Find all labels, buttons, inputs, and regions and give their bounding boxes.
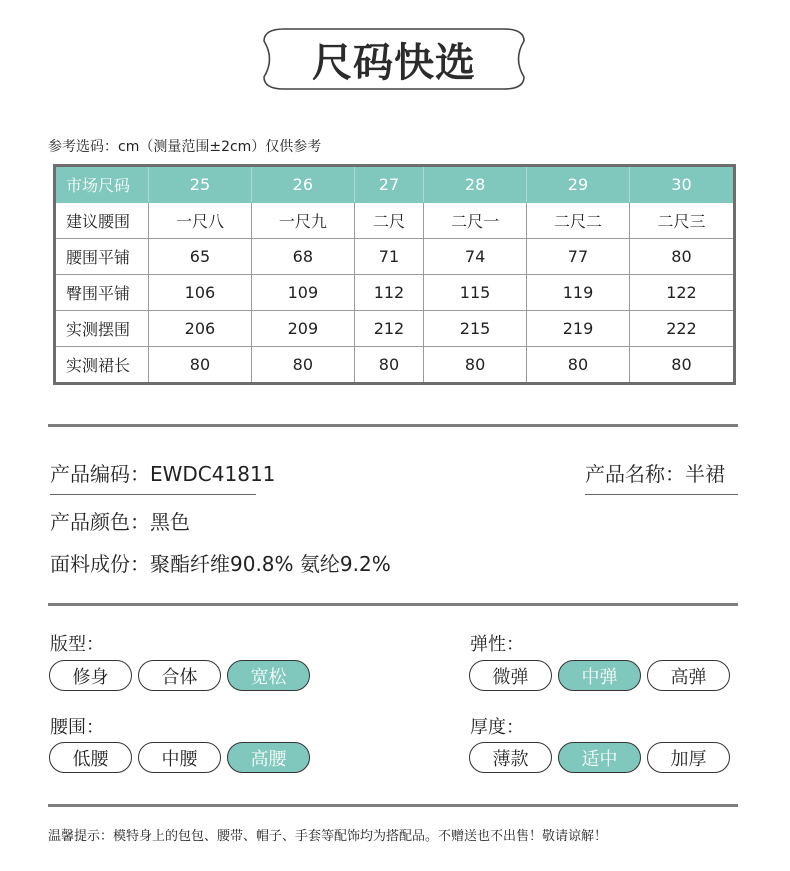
waist-option-mid: 中腰: [138, 742, 221, 773]
table-cell: 112: [354, 275, 423, 311]
table-header-cell: 29: [527, 166, 630, 203]
product-code: 产品编码：EWDC41811: [50, 458, 256, 495]
waist-label: 腰围：: [50, 717, 104, 738]
fit-option-loose: 宽松: [227, 660, 310, 691]
table-row: [55, 275, 735, 311]
elasticity-option-slight: 微弹: [469, 660, 552, 691]
section-divider: [48, 424, 738, 427]
table-cell: 实测裙长: [55, 347, 149, 384]
fit-label: 版型：: [50, 634, 104, 655]
table-cell: 209: [251, 311, 354, 347]
thickness-option-thin: 薄款: [469, 742, 552, 773]
table-row: [55, 347, 735, 384]
table-cell: 一尺九: [251, 203, 354, 239]
table-cell: 80: [354, 347, 423, 384]
table-row: [55, 239, 735, 275]
table-cell: 115: [424, 275, 527, 311]
thickness-label: 厚度：: [470, 717, 524, 738]
product-color: 产品颜色：黑色: [50, 510, 190, 534]
table-cell: 80: [424, 347, 527, 384]
waist-option-low: 低腰: [49, 742, 132, 773]
table-cell: 215: [424, 311, 527, 347]
table-cell: 71: [354, 239, 423, 275]
table-cell: 80: [629, 347, 734, 384]
table-cell: 二尺: [354, 203, 423, 239]
elasticity-option-medium: 中弹: [558, 660, 641, 691]
table-cell: 80: [251, 347, 354, 384]
table-cell: 80: [149, 347, 252, 384]
table-cell: 65: [149, 239, 252, 275]
fit-option-regular: 合体: [138, 660, 221, 691]
elasticity-label: 弹性：: [470, 634, 524, 655]
table-cell: 腰围平铺: [55, 239, 149, 275]
table-header-cell: 27: [354, 166, 423, 203]
section-divider: [48, 804, 738, 807]
waist-option-high: 高腰: [227, 742, 310, 773]
table-header-row: [55, 166, 735, 203]
reference-note: 参考选码：cm（测量范围±2cm）仅供参考: [48, 139, 322, 155]
waist-options: [49, 742, 310, 773]
table-cell: 109: [251, 275, 354, 311]
product-fabric: 面料成份：聚酯纤维90.8% 氨纶9.2%: [50, 552, 391, 576]
table-cell: 二尺一: [424, 203, 527, 239]
table-cell: 212: [354, 311, 423, 347]
table-header-cell: 28: [424, 166, 527, 203]
thickness-option-thick: 加厚: [647, 742, 730, 773]
table-row: [55, 311, 735, 347]
thickness-option-medium: 适中: [558, 742, 641, 773]
table-cell: 臀围平铺: [55, 275, 149, 311]
table-cell: 219: [527, 311, 630, 347]
table-cell: 二尺三: [629, 203, 734, 239]
table-cell: 二尺二: [527, 203, 630, 239]
table-header-cell: 30: [629, 166, 734, 203]
table-cell: 68: [251, 239, 354, 275]
table-cell: 77: [527, 239, 630, 275]
thickness-options: [469, 742, 730, 773]
table-cell: 106: [149, 275, 252, 311]
table-header-cell: 25: [149, 166, 252, 203]
elasticity-option-high: 高弹: [647, 660, 730, 691]
size-table: [53, 164, 736, 385]
title-banner: [262, 27, 526, 91]
table-cell: 74: [424, 239, 527, 275]
table-cell: 80: [527, 347, 630, 384]
table-cell: 建议腰围: [55, 203, 149, 239]
table-cell: 119: [527, 275, 630, 311]
section-divider: [48, 603, 738, 606]
table-cell: 一尺八: [149, 203, 252, 239]
table-header-cell: 市场尺码: [55, 166, 149, 203]
fit-option-slim: 修身: [49, 660, 132, 691]
table-header-cell: 26: [251, 166, 354, 203]
elasticity-options: [469, 660, 730, 691]
table-cell: 80: [629, 239, 734, 275]
fit-options: [49, 660, 310, 691]
page-title: 尺码快选: [312, 39, 476, 86]
table-row: [55, 203, 735, 239]
product-name: 产品名称：半裙: [585, 458, 738, 495]
footer-note: 温馨提示：模特身上的包包、腰带、帽子、手套等配饰均为搭配品。不赠送也不出售！敬请谅解！: [48, 829, 608, 844]
table-cell: 222: [629, 311, 734, 347]
table-cell: 实测摆围: [55, 311, 149, 347]
table-cell: 206: [149, 311, 252, 347]
table-cell: 122: [629, 275, 734, 311]
